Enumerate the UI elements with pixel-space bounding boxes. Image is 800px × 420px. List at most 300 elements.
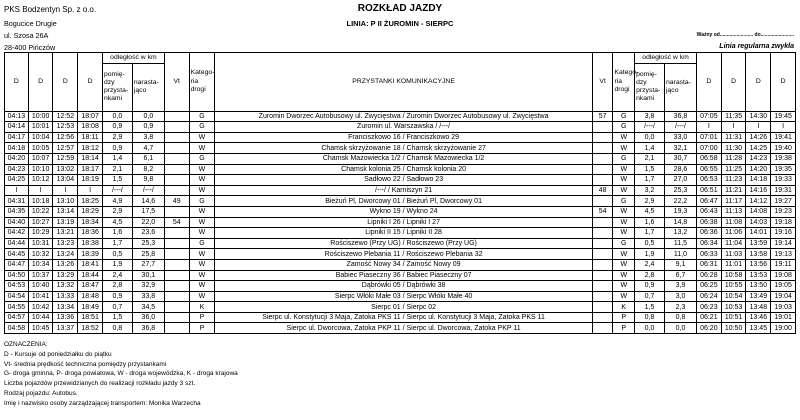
return-time: 19:41	[771, 132, 796, 143]
departure-time: 13:36	[53, 312, 78, 323]
col-header-distance: odległość w km	[635, 53, 697, 64]
road-category: W	[189, 249, 215, 260]
return-time: 06:43	[696, 206, 721, 217]
departure-time: I	[28, 185, 53, 196]
road-category: W	[613, 132, 635, 143]
return-time: 06:55	[696, 164, 721, 175]
road-category: G	[613, 153, 635, 164]
return-time: 13:46	[746, 312, 771, 323]
return-time: 19:04	[771, 291, 796, 302]
col-header-stops: PRZYSTANKI KOMUNIKACYJNE	[215, 53, 592, 112]
departure-time: 13:02	[53, 164, 78, 175]
distance-cumulative: 36,8	[132, 323, 164, 334]
departure-time: 13:34	[53, 302, 78, 313]
return-time: 13:45	[746, 323, 771, 334]
avg-speed: 49	[164, 196, 189, 207]
distance-cumulative: 13,2	[665, 228, 697, 239]
avg-speed	[164, 302, 189, 313]
departure-time: 13:24	[53, 249, 78, 260]
return-time: 06:21	[696, 312, 721, 323]
departure-time: I	[5, 185, 29, 196]
departure-time: 04:40	[5, 217, 29, 228]
table-row	[5, 111, 796, 122]
return-time: 10:58	[721, 270, 746, 281]
notes-section	[4, 340, 238, 409]
note-line: D - Kursuje od poniedziałku do piątku	[4, 350, 112, 358]
table-row	[5, 132, 796, 143]
departure-time: 04:17	[5, 132, 29, 143]
avg-speed	[164, 281, 189, 292]
departure-time: 10:32	[28, 249, 53, 260]
departure-time: 18:49	[78, 302, 103, 313]
return-time: 10:53	[721, 302, 746, 313]
return-time: 11:08	[721, 217, 746, 228]
road-category: W	[189, 259, 215, 270]
distance-between: 2,9	[102, 132, 132, 143]
stop-name: Lipniki I 26 / Lipniki I 27	[215, 217, 592, 228]
distance-cumulative: 17,5	[132, 206, 164, 217]
road-category: W	[189, 270, 215, 281]
departure-time: 18:51	[78, 312, 103, 323]
return-time: 19:31	[771, 185, 796, 196]
return-time: 13:53	[746, 270, 771, 281]
stop-name: Żuromin ul. Warszawska / /---/	[215, 122, 592, 133]
distance-cumulative: 36,0	[132, 312, 164, 323]
road-category: W	[613, 270, 635, 281]
departure-time: 10:04	[28, 132, 53, 143]
departure-time: 12:52	[53, 111, 78, 122]
distance-between: /---/	[102, 185, 132, 196]
departure-time: 10:31	[28, 238, 53, 249]
stop-name: Sierpc Włóki Małe 03 / Sierpc Włóki Małe 40	[215, 291, 592, 302]
distance-cumulative: 34,5	[132, 302, 164, 313]
distance-between: 0,8	[635, 312, 665, 323]
table-row	[5, 312, 796, 323]
return-time: 19:13	[771, 249, 796, 260]
road-category: W	[189, 132, 215, 143]
stop-name: Franciszkowo 16 / Franciszkowo 29	[215, 132, 592, 143]
stop-name: Sierpc 01 / Sierpc 02	[215, 302, 592, 313]
avg-speed	[592, 291, 613, 302]
distance-cumulative: 4,7	[132, 143, 164, 154]
distance-cumulative: 8,2	[132, 164, 164, 175]
distance-between: 1,5	[635, 302, 665, 313]
departure-time: 04:50	[5, 270, 29, 281]
avg-speed	[164, 312, 189, 323]
departure-time: 10:10	[28, 164, 53, 175]
departure-time: I	[53, 185, 78, 196]
company-address-line: ul. Szosa 26A	[4, 31, 49, 40]
departure-time: 10:41	[28, 291, 53, 302]
road-category: P	[613, 323, 635, 334]
road-category: W	[613, 249, 635, 260]
distance-between: 1,7	[635, 228, 665, 239]
distance-cumulative: 30,1	[132, 270, 164, 281]
return-time: 06:58	[696, 153, 721, 164]
stop-name: Zamość Nowy 34 / Zamość Nowy 09	[215, 259, 592, 270]
avg-speed	[164, 206, 189, 217]
return-time: 13:59	[746, 238, 771, 249]
avg-speed	[592, 175, 613, 186]
departure-time: 04:31	[5, 196, 29, 207]
table-row	[5, 281, 796, 292]
departure-time: 18:47	[78, 281, 103, 292]
distance-cumulative: 11,0	[665, 249, 697, 260]
distance-cumulative: 3,0	[665, 291, 697, 302]
road-category: P	[189, 323, 215, 334]
avg-speed	[164, 270, 189, 281]
return-time: 19:11	[771, 259, 796, 270]
return-time: 06:23	[696, 302, 721, 313]
distance-cumulative: 25,3	[665, 185, 697, 196]
departure-time: 18:14	[78, 153, 103, 164]
avg-speed	[592, 196, 613, 207]
return-time: I	[771, 122, 796, 133]
departure-time: 13:19	[53, 217, 78, 228]
col-header-road-category: Katego-ria drogi	[189, 53, 215, 112]
distance-between: 0,8	[102, 323, 132, 334]
table-row	[5, 249, 796, 260]
line-type: Linia regularna zwykła	[719, 43, 794, 50]
return-time: 19:05	[771, 281, 796, 292]
avg-speed	[164, 323, 189, 334]
distance-cumulative: 36,8	[665, 111, 697, 122]
distance-between: 0,9	[102, 143, 132, 154]
table-row	[5, 122, 796, 133]
departure-time: 13:14	[53, 206, 78, 217]
col-header-d: D	[28, 53, 53, 112]
distance-between: 1,9	[102, 259, 132, 270]
return-time: 19:40	[771, 143, 796, 154]
note-line: Vt- średnia prędkość techniczna pomiędzy przystankami	[4, 360, 167, 368]
departure-time: 10:34	[28, 259, 53, 270]
distance-between: 1,5	[102, 312, 132, 323]
company-address-line: Bogucice Drugie	[4, 19, 57, 28]
departure-time: 18:34	[78, 217, 103, 228]
col-header-vt: Vt	[164, 53, 189, 112]
departure-time: 18:38	[78, 238, 103, 249]
departure-time: 18:08	[78, 122, 103, 133]
col-header-d: D	[5, 53, 29, 112]
return-time: 19:27	[771, 196, 796, 207]
road-category: W	[613, 143, 635, 154]
return-time: 14:26	[746, 132, 771, 143]
return-time: 06:33	[696, 249, 721, 260]
avg-speed	[592, 122, 613, 133]
avg-speed: 57	[592, 111, 613, 122]
return-time: I	[746, 122, 771, 133]
departure-time: 04:54	[5, 291, 29, 302]
note-line: Liczba pojazdów przewidzianych do realizacji rozkładu jazdy 3 szt.	[4, 380, 196, 388]
return-time: 11:01	[721, 259, 746, 270]
table-row	[5, 153, 796, 164]
return-time: 14:01	[746, 228, 771, 239]
return-time: 13:48	[746, 302, 771, 313]
stop-name: Sierpc ul. Dworcowa, Zatoka PKP 11 / Sierpc ul. Dworcowa, Zatoka PKP 11	[215, 323, 592, 334]
distance-between: 1,7	[635, 175, 665, 186]
departure-time: 13:37	[53, 323, 78, 334]
distance-between: 1,5	[102, 175, 132, 186]
departure-time: 18:29	[78, 206, 103, 217]
return-time: 11:03	[721, 249, 746, 260]
distance-between: 3,8	[635, 111, 665, 122]
road-category: W	[613, 217, 635, 228]
road-category: P	[189, 312, 215, 323]
distance-between: 2,9	[635, 196, 665, 207]
road-category: G	[613, 111, 635, 122]
stop-name: Dąbrówki 05 / Dąbrówki 38	[215, 281, 592, 292]
table-row	[5, 196, 796, 207]
timetable	[4, 52, 796, 334]
departure-time: 18:12	[78, 143, 103, 154]
distance-between: 0,9	[102, 291, 132, 302]
table-row	[5, 228, 796, 239]
distance-between: 1,6	[102, 228, 132, 239]
return-time: 06:47	[696, 196, 721, 207]
return-time: 13:49	[746, 291, 771, 302]
distance-between: 0,9	[635, 281, 665, 292]
company-address-line: 28-400 Pińczów	[4, 43, 56, 52]
departure-time: 10:12	[28, 175, 53, 186]
distance-cumulative: 14,6	[132, 196, 164, 207]
return-time: 19:00	[771, 323, 796, 334]
distance-between: 3,2	[635, 185, 665, 196]
return-time: 10:54	[721, 291, 746, 302]
return-time: 14:16	[746, 185, 771, 196]
distance-cumulative: /---/	[665, 122, 697, 133]
line-name: LINIA: P II ŻUROMIN - SIERPC	[346, 19, 454, 28]
departure-time: 10:05	[28, 143, 53, 154]
distance-cumulative: 0,9	[132, 122, 164, 133]
note-line: Rodzaj pojazdu: Autobus.	[4, 389, 78, 397]
distance-between: 2,1	[102, 164, 132, 175]
notes-heading: OZNACZENIA:	[4, 341, 48, 348]
avg-speed	[592, 312, 613, 323]
return-time: 19:23	[771, 206, 796, 217]
distance-cumulative: 0,8	[665, 312, 697, 323]
table-row	[5, 238, 796, 249]
return-time: 06:36	[696, 228, 721, 239]
departure-time: 04:18	[5, 143, 29, 154]
distance-between: 0,0	[635, 132, 665, 143]
return-time: 19:33	[771, 175, 796, 186]
avg-speed	[164, 249, 189, 260]
distance-cumulative: 0,0	[665, 323, 697, 334]
return-time: 13:56	[746, 259, 771, 270]
avg-speed	[164, 185, 189, 196]
departure-time: 10:07	[28, 153, 53, 164]
stop-name: /---/ / Karniszyn 21	[215, 185, 592, 196]
avg-speed	[164, 132, 189, 143]
departure-time: 13:23	[53, 238, 78, 249]
avg-speed	[592, 249, 613, 260]
departure-time: 10:44	[28, 312, 53, 323]
distance-between: 0,5	[635, 238, 665, 249]
distance-cumulative: 6,1	[132, 153, 164, 164]
return-time: 14:18	[746, 175, 771, 186]
return-time: 06:31	[696, 259, 721, 270]
road-category: G	[189, 111, 215, 122]
return-time: 13:58	[746, 249, 771, 260]
departure-time: 04:14	[5, 122, 29, 133]
distance-cumulative: 30,7	[665, 153, 697, 164]
departure-time: 18:11	[78, 132, 103, 143]
departure-time: 04:35	[5, 206, 29, 217]
col-header-between-stops: pomię-dzy przysta-nkami	[102, 63, 132, 111]
departure-time: 13:26	[53, 259, 78, 270]
departure-time: 13:33	[53, 291, 78, 302]
return-time: 11:17	[721, 196, 746, 207]
timetable-body	[5, 111, 796, 333]
return-time: 14:23	[746, 153, 771, 164]
stop-name: Rościszewo (Przy UG) / Rościszewo (Przy UG)	[215, 238, 592, 249]
distance-between: 0,7	[102, 302, 132, 313]
departure-time: 12:59	[53, 153, 78, 164]
table-row	[5, 164, 796, 175]
return-time: 19:14	[771, 238, 796, 249]
distance-between: 2,8	[635, 270, 665, 281]
return-time: 11:35	[721, 111, 746, 122]
return-time: 14:08	[746, 206, 771, 217]
stop-name: Chamsk kolonia 25 / Chamsk kolonia 20	[215, 164, 592, 175]
departure-time: 13:04	[53, 175, 78, 186]
distance-cumulative: 32,1	[665, 143, 697, 154]
avg-speed	[164, 143, 189, 154]
distance-between: 1,4	[102, 153, 132, 164]
avg-speed	[164, 122, 189, 133]
col-header-between-stops: pomię-dzy przysta-nkami	[635, 63, 665, 111]
departure-time: 13:10	[53, 196, 78, 207]
return-time: 06:25	[696, 281, 721, 292]
return-time: 14:20	[746, 164, 771, 175]
note-line: Imię i nazwisko osoby zarządzającej transportem: Monika Warzecha	[4, 399, 201, 407]
avg-speed: 48	[592, 185, 613, 196]
table-row	[5, 206, 796, 217]
stop-name: Wykno 19 / Wykno 24	[215, 206, 592, 217]
distance-between: 0,0	[102, 111, 132, 122]
return-time: 06:20	[696, 323, 721, 334]
distance-cumulative: 22,2	[665, 196, 697, 207]
document-title: ROZKŁAD JAZDY	[357, 3, 443, 14]
departure-time: 13:21	[53, 228, 78, 239]
table-row	[5, 259, 796, 270]
return-time: 11:31	[721, 132, 746, 143]
distance-cumulative: 28,6	[665, 164, 697, 175]
return-time: 14:30	[746, 111, 771, 122]
road-category: W	[613, 185, 635, 196]
table-row	[5, 185, 796, 196]
distance-cumulative: 11,5	[665, 238, 697, 249]
col-header-d: D	[746, 53, 771, 112]
departure-time: 04:42	[5, 228, 29, 239]
return-time: 11:30	[721, 143, 746, 154]
distance-between: 0,5	[102, 249, 132, 260]
departure-time: 04:45	[5, 249, 29, 260]
table-row	[5, 270, 796, 281]
return-time: 11:21	[721, 185, 746, 196]
col-header-cumulative: narasta-jąco	[132, 63, 164, 111]
return-time: 06:28	[696, 270, 721, 281]
road-category: W	[189, 228, 215, 239]
return-time: 19:45	[771, 111, 796, 122]
road-category: W	[189, 291, 215, 302]
distance-between: 1,7	[102, 238, 132, 249]
distance-cumulative: 6,7	[665, 270, 697, 281]
return-time: 11:06	[721, 228, 746, 239]
avg-speed	[164, 259, 189, 270]
avg-speed	[592, 153, 613, 164]
road-category: W	[613, 164, 635, 175]
road-category: G	[189, 196, 215, 207]
return-time: 10:50	[721, 323, 746, 334]
avg-speed	[164, 228, 189, 239]
return-time: 14:12	[746, 196, 771, 207]
distance-cumulative: 25,8	[132, 249, 164, 260]
col-header-cumulative: narasta-jąco	[665, 63, 697, 111]
avg-speed	[164, 164, 189, 175]
distance-cumulative: 3,9	[665, 281, 697, 292]
table-row	[5, 302, 796, 313]
distance-cumulative: 9,8	[132, 175, 164, 186]
stop-name: Bieżuń Pl, Dworcowy 01 / Bieżuń Pl, Dworcowy 01	[215, 196, 592, 207]
road-category: G	[189, 153, 215, 164]
road-category: W	[189, 175, 215, 186]
return-time: 06:24	[696, 291, 721, 302]
departure-time: 04:13	[5, 111, 29, 122]
departure-time: 04:44	[5, 238, 29, 249]
departure-time: 10:45	[28, 323, 53, 334]
avg-speed	[592, 228, 613, 239]
return-time: 19:16	[771, 228, 796, 239]
departure-time: 13:29	[53, 270, 78, 281]
return-time: 10:51	[721, 312, 746, 323]
distance-between: 2,1	[635, 153, 665, 164]
avg-speed	[592, 132, 613, 143]
distance-between: 4,9	[102, 196, 132, 207]
distance-between: /---/	[635, 122, 665, 133]
stop-name: Chamsk Mazowiecka 1/2 / Chamsk Mazowiecka 1/2	[215, 153, 592, 164]
distance-between: 2,4	[102, 270, 132, 281]
return-time: 19:38	[771, 153, 796, 164]
departure-time: 12:57	[53, 143, 78, 154]
return-time: 10:55	[721, 281, 746, 292]
road-category: W	[189, 206, 215, 217]
distance-cumulative: 3,8	[132, 132, 164, 143]
road-category: W	[613, 228, 635, 239]
avg-speed	[592, 238, 613, 249]
return-time: 06:53	[696, 175, 721, 186]
avg-speed	[164, 291, 189, 302]
departure-time: 18:41	[78, 259, 103, 270]
distance-between: 1,9	[635, 249, 665, 260]
avg-speed	[592, 323, 613, 334]
distance-cumulative: 33,8	[132, 291, 164, 302]
departure-time: 18:39	[78, 249, 103, 260]
return-time: 11:04	[721, 238, 746, 249]
road-category: W	[613, 206, 635, 217]
road-category: K	[613, 302, 635, 313]
road-category: W	[189, 281, 215, 292]
distance-between: 2,4	[635, 259, 665, 270]
avg-speed	[164, 153, 189, 164]
avg-speed	[592, 302, 613, 313]
distance-between: 4,5	[635, 206, 665, 217]
road-category: G	[189, 238, 215, 249]
avg-speed	[592, 217, 613, 228]
distance-between: 1,6	[635, 217, 665, 228]
distance-between: 0,7	[635, 291, 665, 302]
departure-time: 18:19	[78, 175, 103, 186]
